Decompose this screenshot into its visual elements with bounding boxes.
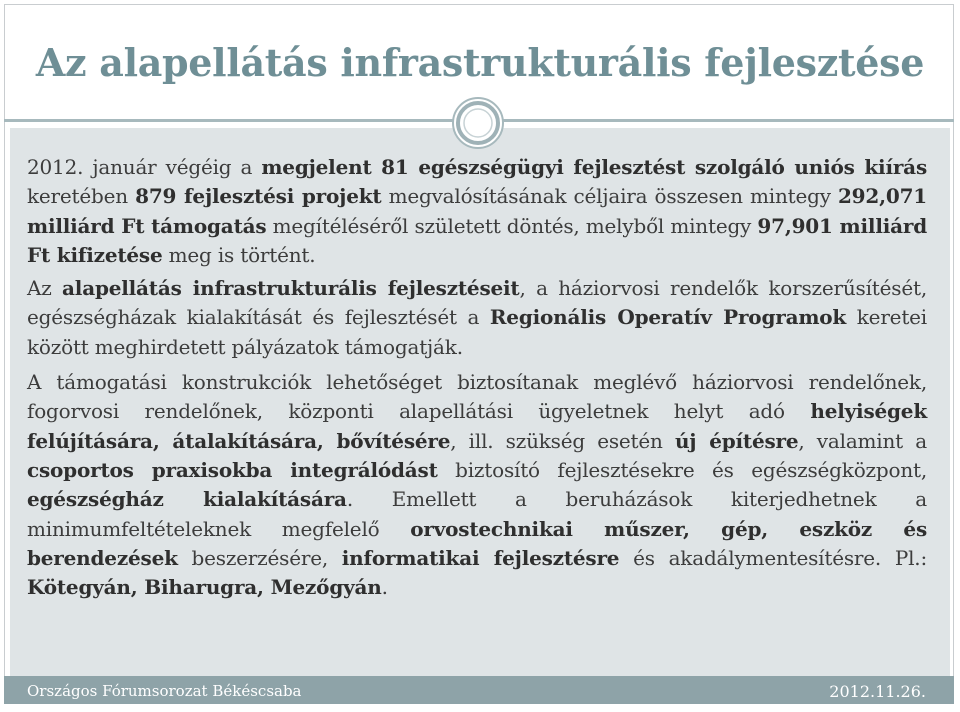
- text-run: , ill. szükség esetén: [450, 428, 675, 453]
- text-run: . Emellett a beruházások kiterjedhetnek a minimumfeltételeknek megfelelő: [27, 487, 927, 541]
- emphasized-text: új építésre: [674, 428, 799, 453]
- emphasized-text: 97,901 milliárd Ft kifizetése: [27, 213, 927, 267]
- emphasized-text: Regionális Operatív Programok: [489, 305, 847, 330]
- text-run: , valamint a: [798, 428, 927, 453]
- text-run: beszerzésére,: [177, 545, 342, 570]
- emphasized-text: egészségház kialakítására: [27, 487, 347, 512]
- body-text: [27, 153, 927, 606]
- emphasized-text: orvostechnikai műszer, gép, eszköz és berendezések: [27, 516, 927, 570]
- emphasized-text: 879 fejlesztési projekt: [135, 184, 382, 209]
- text-run: keretei között meghirdetett pályázatok támogatják.: [27, 305, 927, 359]
- emphasized-text: informatikai fejlesztésre: [341, 545, 620, 570]
- text-run: .: [381, 575, 388, 600]
- text-run: keretében: [27, 184, 136, 209]
- text-run: megítéléséről született döntés, melyből mintegy: [266, 213, 758, 238]
- slide-title: Az alapellátás infrastrukturális fejlesztése: [35, 40, 925, 85]
- paragraph-primary-care-infrastructure: [27, 274, 927, 362]
- paragraph-support-constructions: [27, 368, 927, 602]
- ring-ornament-icon: [451, 96, 505, 150]
- text-run: biztosító fejlesztésekre és egészségközpont,: [437, 457, 928, 482]
- emphasized-text: alapellátás infrastrukturális fejlesztéseit: [62, 276, 520, 301]
- emphasized-text: csoportos praxisokba integrálódást: [27, 457, 438, 482]
- text-run: Az: [27, 276, 63, 301]
- footer-date: 2012.11.26.: [829, 682, 926, 701]
- emphasized-text: helyiségek felújítására, átalakítására, bővítésére: [27, 399, 927, 453]
- emphasized-text: 292,071 milliárd Ft támogatás: [27, 184, 928, 238]
- text-run: , a háziorvosi rendelők korszerűsítését, egészségházak kialakítását és fejlesztését a: [27, 276, 927, 330]
- text-run: megvalósításának céljaira összesen mintegy: [381, 184, 838, 209]
- footer-event-name: Országos Fórumsorozat Békéscsaba: [27, 682, 302, 700]
- paragraph-funding-summary: [27, 153, 927, 270]
- text-run: A támogatási konstrukciók lehetőséget biztosítanak meglévő háziorvosi rendelőnek, fogorvosi rendelőnek, központi alapellátási ügyeletnek helyt adó: [27, 370, 927, 424]
- emphasized-text: Kötegyán, Biharugra, Mezőgyán: [27, 575, 382, 600]
- text-run: és akadálymentesítésre. Pl.:: [619, 545, 927, 570]
- text-run: meg is történt.: [162, 242, 316, 267]
- text-run: 2012. január végéig a: [27, 155, 262, 179]
- emphasized-text: megjelent 81 egészségügyi fejlesztést szolgáló uniós kiírás: [261, 155, 928, 179]
